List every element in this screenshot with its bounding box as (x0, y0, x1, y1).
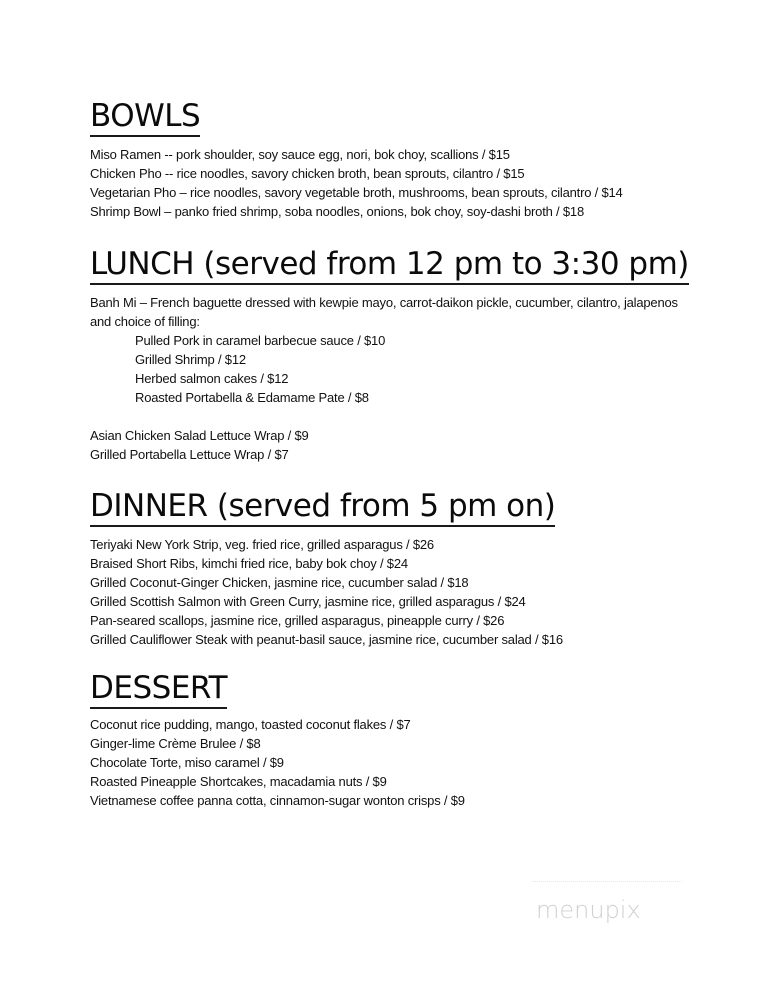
menu-item: Grilled Cauliflower Steak with peanut-basil sauce, jasmine rice, cucumber salad / $16 (90, 632, 563, 647)
bowls-items (90, 145, 623, 221)
section-lunch (90, 246, 689, 464)
section-title-bowls: BOWLS (90, 98, 200, 137)
filling-item: Herbed salmon cakes / $12 (135, 371, 289, 386)
section-title-lunch: LUNCH (served from 12 pm to 3:30 pm) (90, 246, 689, 285)
menu-item: Roasted Pineapple Shortcakes, macadamia nuts / $9 (90, 774, 387, 789)
watermark-logo: menupix (536, 896, 641, 924)
watermark-decoration (532, 881, 682, 885)
dessert-items (90, 715, 465, 810)
menu-item: Grilled Scottish Salmon with Green Curry, jasmine rice, grilled asparagus / $24 (90, 594, 526, 609)
menu-item: Grilled Portabella Lettuce Wrap / $7 (90, 447, 289, 462)
menu-item: Ginger-lime Crème Brulee / $8 (90, 736, 261, 751)
dinner-items (90, 535, 563, 649)
menu-item: Chicken Pho -- rice noodles, savory chicken broth, bean sprouts, cilantro / $15 (90, 166, 525, 181)
menu-item: Asian Chicken Salad Lettuce Wrap / $9 (90, 428, 309, 443)
menu-item-description: and choice of filling: (90, 314, 200, 329)
menu-item: Grilled Coconut-Ginger Chicken, jasmine rice, cucumber salad / $18 (90, 575, 469, 590)
menu-item: Chocolate Torte, miso caramel / $9 (90, 755, 284, 770)
menu-item: Miso Ramen -- pork shoulder, soy sauce egg, nori, bok choy, scallions / $15 (90, 147, 510, 162)
menu-item-description: Banh Mi – French baguette dressed with kewpie mayo, carrot-daikon pickle, cucumber, cilantro, jalapenos (90, 295, 678, 310)
menu-item: Coconut rice pudding, mango, toasted coconut flakes / $7 (90, 717, 411, 732)
lunch-items (90, 293, 689, 464)
menu-item: Shrimp Bowl – panko fried shrimp, soba noodles, onions, bok choy, soy-dashi broth / $18 (90, 204, 584, 219)
spacer (90, 407, 689, 426)
section-title-dessert: DESSERT (90, 670, 227, 709)
filling-item: Pulled Pork in caramel barbecue sauce / $10 (135, 333, 386, 348)
menu-item: Vegetarian Pho – rice noodles, savory vegetable broth, mushrooms, bean sprouts, cilantro / $14 (90, 185, 623, 200)
section-bowls (90, 98, 623, 221)
menu-item: Pan-seared scallops, jasmine rice, grilled asparagus, pineapple curry / $26 (90, 613, 505, 628)
section-dessert (90, 670, 465, 810)
section-dinner (90, 488, 563, 649)
menu-item: Teriyaki New York Strip, veg. fried rice, grilled asparagus / $26 (90, 537, 434, 552)
menu-item: Braised Short Ribs, kimchi fried rice, baby bok choy / $24 (90, 556, 408, 571)
menu-item: Vietnamese coffee panna cotta, cinnamon-sugar wonton crisps / $9 (90, 793, 465, 808)
section-title-dinner: DINNER (served from 5 pm on) (90, 488, 555, 527)
filling-item: Grilled Shrimp / $12 (135, 352, 246, 367)
filling-item: Roasted Portabella & Edamame Pate / $8 (135, 390, 369, 405)
